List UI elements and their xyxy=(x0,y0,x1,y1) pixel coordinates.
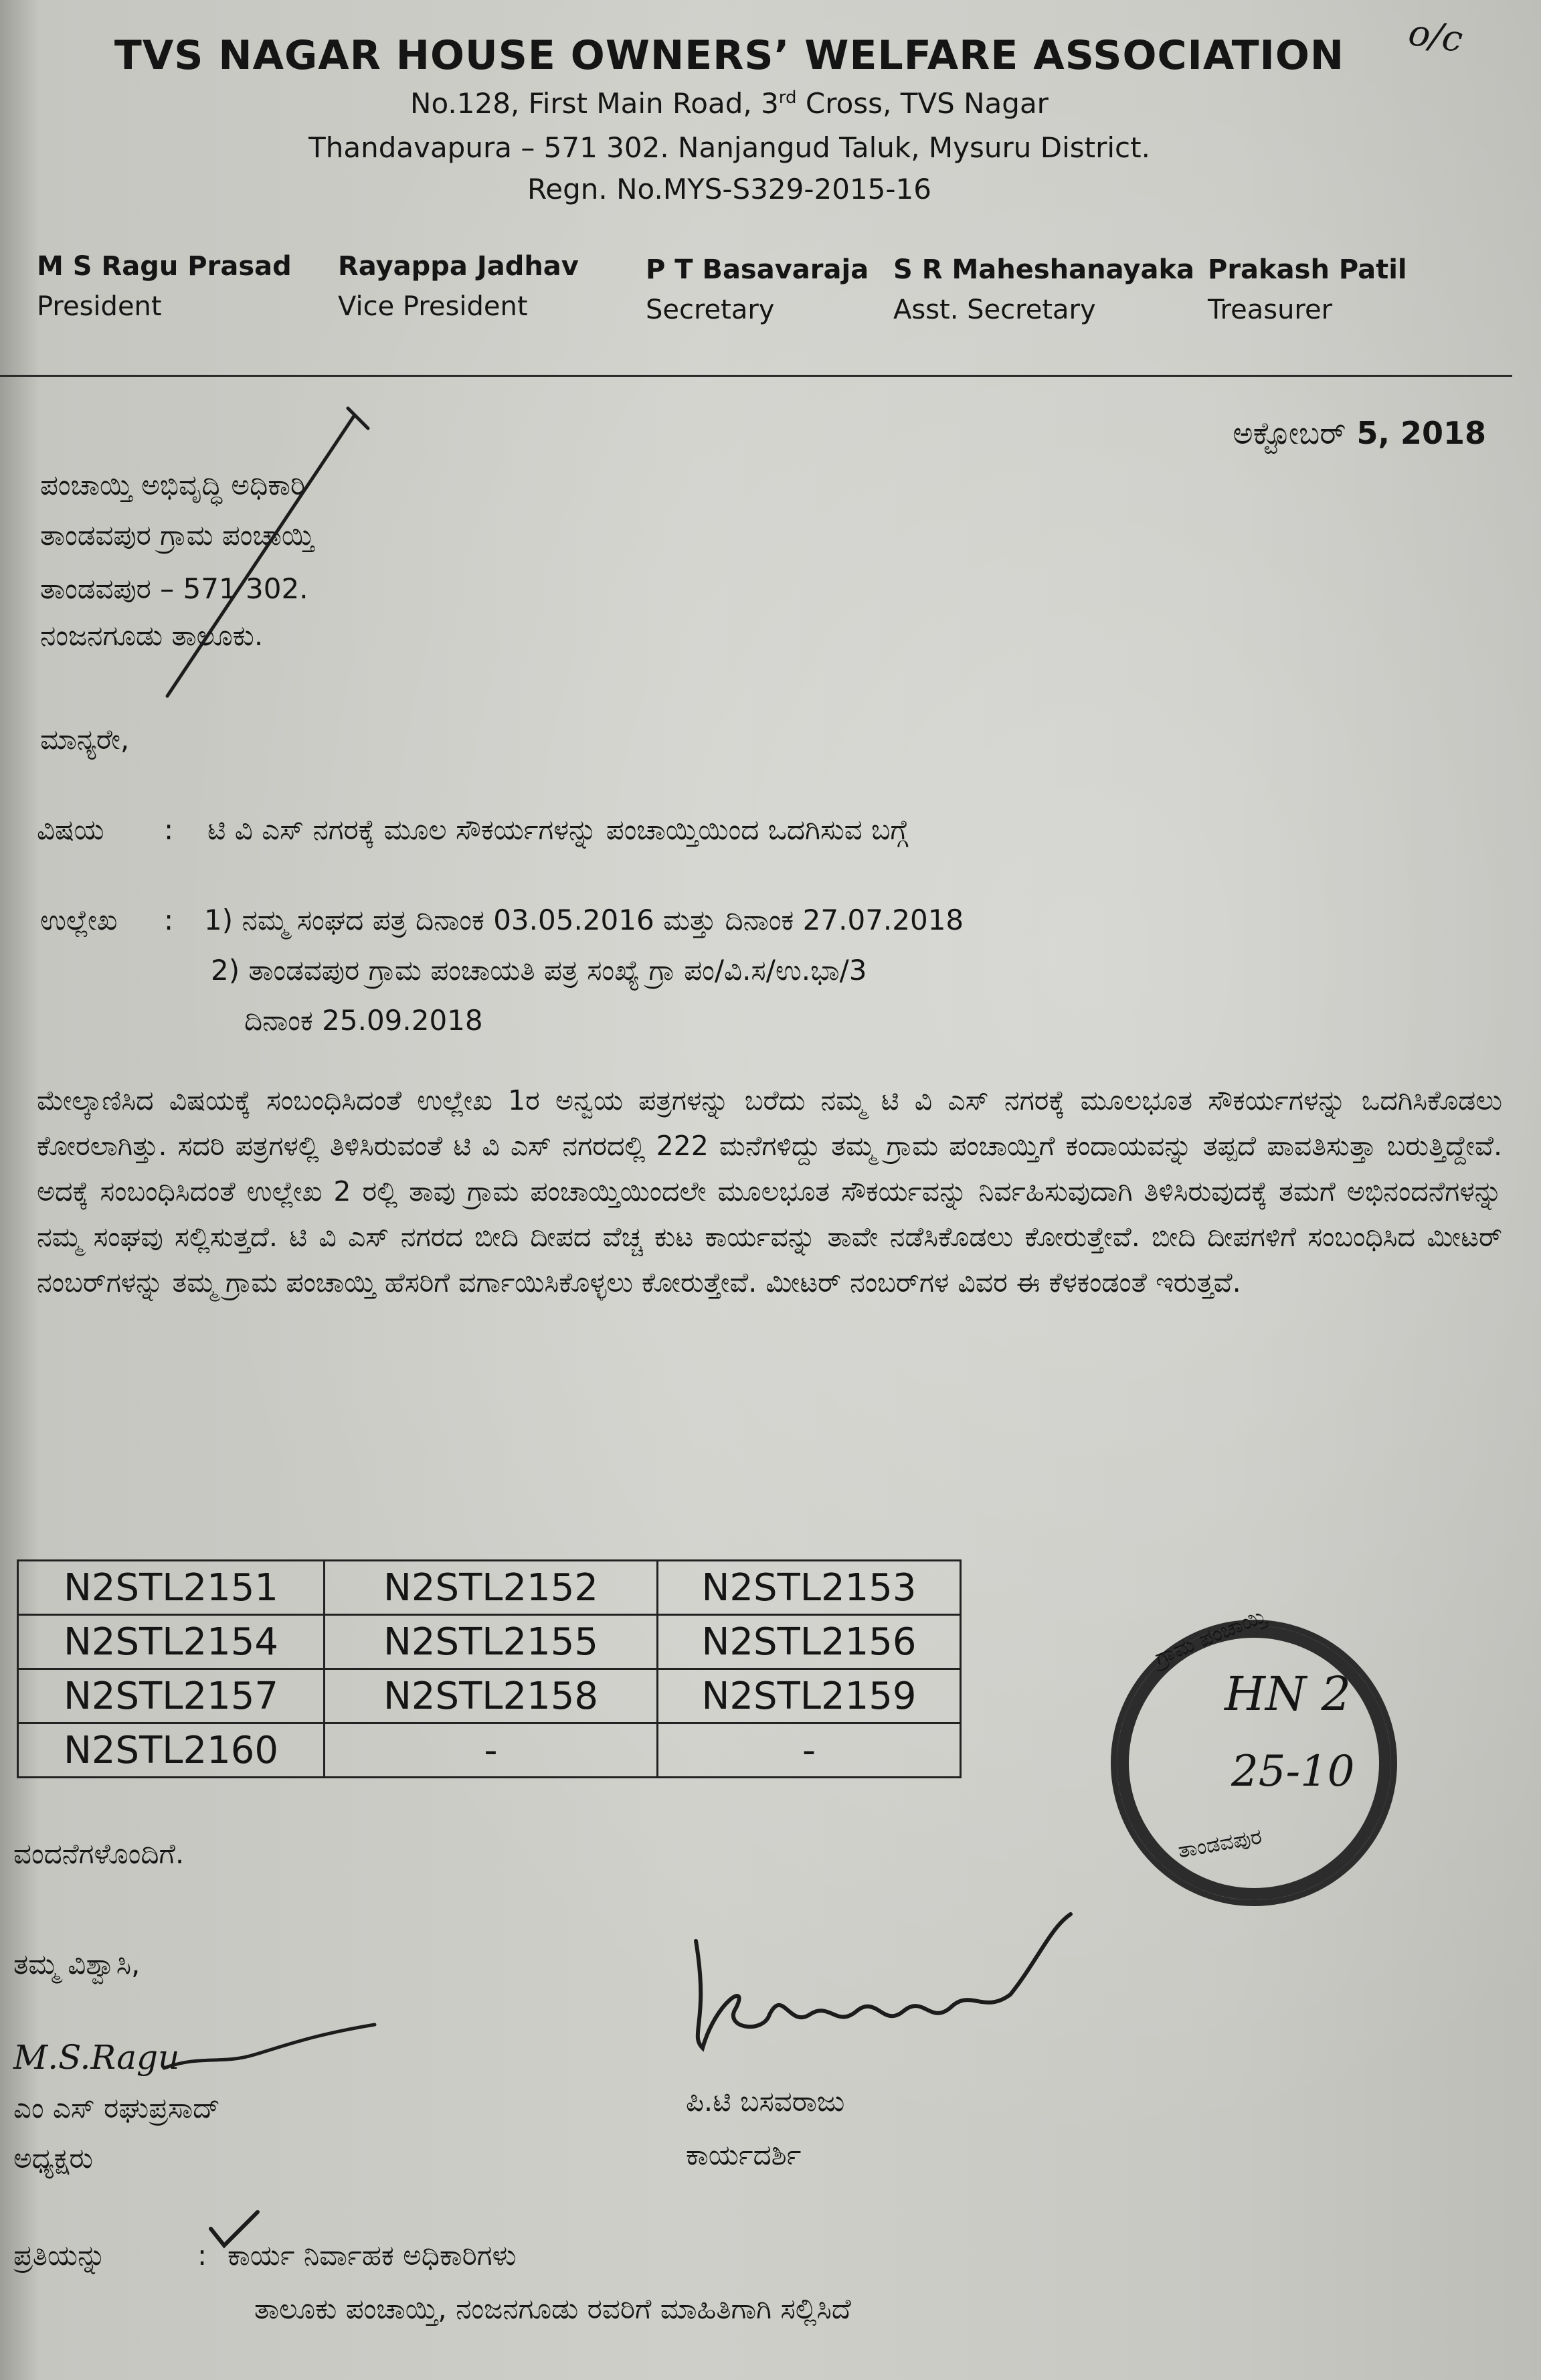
officer-asst-secretary: S R Maheshanayaka Asst. Secretary xyxy=(893,254,1195,325)
signature-secretary xyxy=(676,1901,1091,2055)
officer-president: M S Ragu Prasad President xyxy=(37,251,292,322)
officer-vice-president: Rayappa Jadhav Vice President xyxy=(338,251,579,322)
meter-cell: N2STL2156 xyxy=(658,1615,961,1669)
salutation: ಮಾನ್ಯರೇ, xyxy=(40,723,130,756)
secretary-name: ಪಿ.ಟಿ ಬಸವರಾಜು xyxy=(686,2085,845,2118)
table-row xyxy=(18,1561,961,1615)
meter-cell: N2STL2157 xyxy=(18,1669,325,1723)
subject-text: ಟಿ ವಿ ಎಸ್ ನಗರಕ್ಕೆ ಮೂಲ ಸೌಕರ್ಯಗಳನ್ನು ಪಂಚಾಯ್ತಿಯಿಂದ ಒದಗಿಸುವ ಬಗ್ಗೆ xyxy=(207,813,909,846)
copy-to-line-1: ಕಾರ್ಯ ನಿರ್ವಾಹಕ ಅಧಿಕಾರಿಗಳು xyxy=(228,2239,517,2272)
meter-cell: N2STL2158 xyxy=(325,1669,658,1723)
signature-president: M.S.Ragu xyxy=(13,2038,180,2077)
meter-cell: - xyxy=(325,1723,658,1778)
meter-cell: N2STL2154 xyxy=(18,1615,325,1669)
meter-cell: N2STL2160 xyxy=(18,1723,325,1778)
subject-label: ವಿಷಯ xyxy=(37,813,104,846)
organization-name: TVS NAGAR HOUSE OWNERS’ WELFARE ASSOCIATION xyxy=(114,32,1345,79)
stamp-handwritten-number: HN 2 xyxy=(1225,1667,1352,1721)
table-row xyxy=(18,1723,961,1778)
meter-cell: N2STL2155 xyxy=(325,1615,658,1669)
header-divider xyxy=(0,375,1512,377)
reference-label: ಉಲ್ಲೇಖ xyxy=(40,904,118,936)
stamp-top-text: ಗ್ರಾಮ ಪಂಚಾಯ್ತಿ xyxy=(1151,1602,1270,1671)
closing-line: ವಂದನೆಗಳೊಂದಿಗೆ. xyxy=(13,1837,185,1870)
secretary-role: ಕಾರ್ಯದರ್ಶಿ xyxy=(686,2138,802,2171)
meter-cell: N2STL2151 xyxy=(18,1561,325,1615)
reference-item-2: 2) ತಾಂಡವಪುರ ಗ್ರಾಮ ಪಂಚಾಯತಿ ಪತ್ರ ಸಂಖ್ಯೆ ಗ್ರಾ ಪಂ/ವಿ.ಸ/ಉ.ಭಾ/3 xyxy=(211,954,867,987)
recipient-line-4: ನಂಜನಗೂಡು ತಾಲೂಕು. xyxy=(40,619,264,652)
recipient-line-3: ತಾಂಡವಪುರ – 571 302. xyxy=(40,572,308,605)
pen-strike-mark xyxy=(147,402,388,709)
meter-cell: - xyxy=(658,1723,961,1778)
reference-item-2-date: ದಿನಾಂಕ 25.09.2018 xyxy=(244,1004,483,1037)
letter-body: ಮೇಲ್ಕಾಣಿಸಿದ ವಿಷಯಕ್ಕೆ ಸಂಬಂಧಿಸಿದಂತೆ ಉಲ್ಲೇಖ 1ರ ಅನ್ವಯ ಪತ್ರಗಳನ್ನು ಬರೆದು ನಮ್ಮ ಟಿ ವಿ ಎಸ್ ನಗರಕ್ಕೆ ಮೂಲಭೂತ ಸೌಕರ್ಯಗಳನ್ನು ಒದಗಿಸಿಕೊಡಲು ಕೋರಲಾಗಿತ್ತು. ಸದರಿ ಪತ್ರಗಳಲ್ಲಿ ತಿಳಿಸಿರುವಂತೆ ಟಿ ವಿ ಎಸ್ ನಗರದಲ್ಲಿ 222 ಮನೆಗಳಿದ್ದು ತಮ್ಮ ಗ್ರಾಮ ಪಂಚಾಯ್ತಿಗೆ ಕಂದಾಯವನ್ನು ತಪ್ಪದೆ ಪಾವತಿಸುತ್ತಾ ಬರುತ್ತಿದ್ದೇವೆ. ಅದಕ್ಕೆ ಸಂಬಂಧಿಸಿದಂತೆ ಉಲ್ಲೇಖ 2 ರಲ್ಲಿ ತಾವು ಗ್ರಾಮ ಪಂಚಾಯ್ತಿಯಿಂದಲೇ ಮೂಲಭೂತ ಸೌಕರ್ಯವನ್ನು ನಿರ್ವಹಿಸುವುದಾಗಿ ತಿಳಿಸಿರುವುದಕ್ಕೆ ತಮಗೆ ಅಭಿನಂದನೆಗಳನ್ನು ನಮ್ಮ ಸಂಘವು ಸಲ್ಲಿಸುತ್ತದೆ. ಟಿ ವಿ ಎಸ್ ನಗರದ ಬೀದಿ ದೀಪದ ವೆಚ್ಚ ಕುಟ ಕಾರ್ಯವನ್ನು ತಾವೇ ನಡೆಸಿಕೊಡಲು ಕೋರುತ್ತೇವೆ. ಬೀದಿ ದೀಪಗಳಿಗೆ ಸಂಬಂಧಿಸಿದ ಮೀಟರ್ ನಂಬರ್‌ಗಳನ್ನು ತಮ್ಮ ಗ್ರಾಮ ಪಂಚಾಯ್ತಿ ಹೆಸರಿಗೆ ವರ್ಗಾಯಿಸಿಕೊಳ್ಳಲು ಕೋರುತ್ತೇವೆ. ಮೀಟರ್ ನಂಬರ್‌ಗಳ ವಿವರ ಈ ಕೆಳಕಂಡಂತೆ ಇರುತ್ತವೆ. xyxy=(37,1084,1502,1298)
copy-to-label: ಪ್ರತಿಯನ್ನು xyxy=(13,2239,106,2272)
recipient-line-1: ಪಂಚಾಯ್ತಿ ಅಭಿವೃದ್ಧಿ ಅಧಿಕಾರಿ xyxy=(40,469,306,501)
copy-to-colon: : xyxy=(197,2239,207,2272)
corner-note: o/c xyxy=(1406,11,1465,61)
president-role: ಅಧ್ಯಕ್ಷರು xyxy=(13,2142,93,2175)
officer-secretary: P T Basavaraja Secretary xyxy=(646,254,869,325)
signature-president-scrawl xyxy=(161,2008,381,2081)
table-row xyxy=(18,1669,961,1723)
stamp-handwritten-date: 25-10 xyxy=(1231,1747,1355,1796)
address-line-1: No.128, First Main Road, 3rd Cross, TVS Nagar xyxy=(410,87,1049,120)
reference-colon: : xyxy=(164,904,174,936)
stamp-bottom-text: ತಾಂಡವಪುರ xyxy=(1176,1823,1264,1863)
meter-cell: N2STL2152 xyxy=(325,1561,658,1615)
meter-cell: N2STL2159 xyxy=(658,1669,961,1723)
subject-colon: : xyxy=(164,813,174,846)
address-line-2: Thandavapura – 571 302. Nanjangud Taluk, Mysuru District. xyxy=(308,131,1150,164)
recipient-line-2: ತಾಂಡವಪುರ ಗ್ರಾಮ ಪಂಚಾಯ್ತಿ xyxy=(40,519,314,551)
meter-number-table xyxy=(17,1559,962,1778)
meter-cell: N2STL2153 xyxy=(658,1561,961,1615)
copy-to-line-2: ತಾಲೂಕು ಪಂಚಾಯ್ತಿ, ನಂಜನಗೂಡು ರವರಿಗೆ ಮಾಹಿತಿಗಾಗಿ ಸಲ್ಲಿಸಿದೆ xyxy=(254,2292,851,2325)
table-row xyxy=(18,1615,961,1669)
registration-number: Regn. No.MYS-S329-2015-16 xyxy=(527,173,932,205)
letter-date: ಅಕ್ಟೋಬರ್ 5, 2018 xyxy=(1233,415,1486,451)
officer-treasurer: Prakash Patil Treasurer xyxy=(1208,254,1407,325)
yours-faithfully: ತಮ್ಮ ವಿಶ್ವಾಸಿ, xyxy=(13,1948,141,1980)
reference-item-1: 1) ನಮ್ಮ ಸಂಘದ ಪತ್ರ ದಿನಾಂಕ 03.05.2016 ಮತ್ತು ದಿನಾಂಕ 27.07.2018 xyxy=(204,904,964,936)
president-name: ಎಂ ಎಸ್ ರಘುಪ್ರಸಾದ್ xyxy=(13,2092,220,2124)
